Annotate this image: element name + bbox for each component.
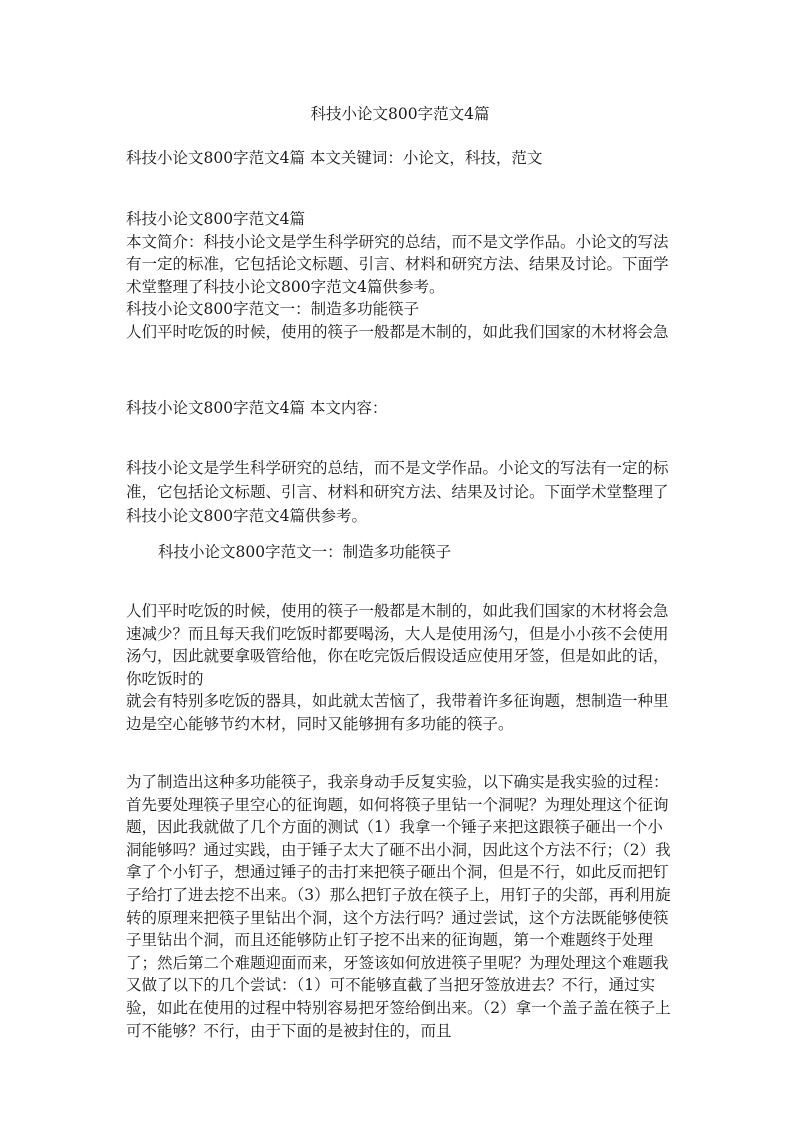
keywords-text: 科技小论文800字范文4篇 本文关键词：小论文，科技，范文	[126, 149, 543, 167]
summary-section	[126, 208, 674, 344]
section-title-block	[126, 541, 674, 564]
summary-heading: 科技小论文800字范文4篇	[126, 210, 305, 228]
body-paragraph-1	[126, 600, 674, 736]
intro-paragraph: 科技小论文是学生科学研究的总结，而不是文学作品。小论文的写法有一定的标准，它包括论文标题、引言、材料和研究方法、结果及讨论。下面学术堂整理了科技小论文800字范文4篇供参考。	[126, 459, 669, 525]
content-heading-block	[126, 397, 674, 420]
document-title: 科技小论文800字范文4篇	[310, 105, 490, 123]
intro-paragraph-block	[126, 457, 674, 529]
section-title: 科技小论文800字范文一：制造多功能筷子	[158, 543, 452, 561]
summary-intro: 本文简介：科技小论文是学生科学研究的总结，而不是文学作品。小论文的写法有一定的标准，它包括论文标题、引言、材料和研究方法、结果及讨论。下面学术堂整理了科技小论文800字范文4篇供参考。	[126, 232, 669, 296]
keywords-line	[126, 147, 674, 170]
paragraph-2: 为了制造出这种多功能筷子，我亲身动手反复实验，以下确实是我实验的过程：首先要处理筷子里空心的征询题，如何将筷子里钻一个洞呢？为理处理这个征询题，因此我就做了几个方面的测试（1）我拿一个锤子来把这跟筷子砸出一个小洞能够吗？通过实践，由于锤子太大了砸不出小洞，因此这个方法不行；（2）我拿了个小钉子，想通过锤子的击打来把筷子砸出个洞，但是不行，如此反而把钉子给打了进去挖不出来。（3）那么把钉子放在筷子上，用钉子的尖部，再利用旋转的原理来把筷子里钻出个洞，这个方法行吗？通过尝试，这个方法既能够使筷子里钻出个洞，而且还能够防止钉子挖不出来的征询题，第一个难题终于处理了；然后第二个难题迎面而来，牙签该如何放进筷子里呢？为理处理这个难题我又做了以下的几个尝试：（1）可不能够直截了当把牙签放进去？不行，通过实验，如此在使用的过程中特别容易把牙签给倒出来。（2）拿一个盖子盖在筷子上可不能够？不行，由于下面的是被封住的，而且	[126, 773, 671, 1040]
paragraph-1a: 人们平时吃饭的时候，使用的筷子一般都是木制的，如此我们国家的木材将会急速减少？而且每天我们吃饭时都要喝汤，大人是使用汤勺，但是小小孩不会使用汤勺，因此就要拿吸管给他，你在吃完饭后假设适应使用牙签，但是如此的话，你吃饭时的	[126, 602, 669, 688]
summary-subtitle: 科技小论文800字范文一：制造多功能筷子	[126, 300, 420, 319]
body-paragraph-2	[126, 771, 674, 1042]
content-heading: 科技小论文800字范文4篇 本文内容：	[126, 399, 388, 417]
summary-excerpt: 人们平时吃饭的时候，使用的筷子一般都是木制的，如此我们国家的木材将会急	[126, 322, 669, 341]
paragraph-1b: 就会有特别多吃饭的器具，如此就太苦恼了，我带着许多征询题，想制造一种里边是空心能够节约木材，同时又能够拥有多功能的筷子。	[126, 692, 669, 733]
